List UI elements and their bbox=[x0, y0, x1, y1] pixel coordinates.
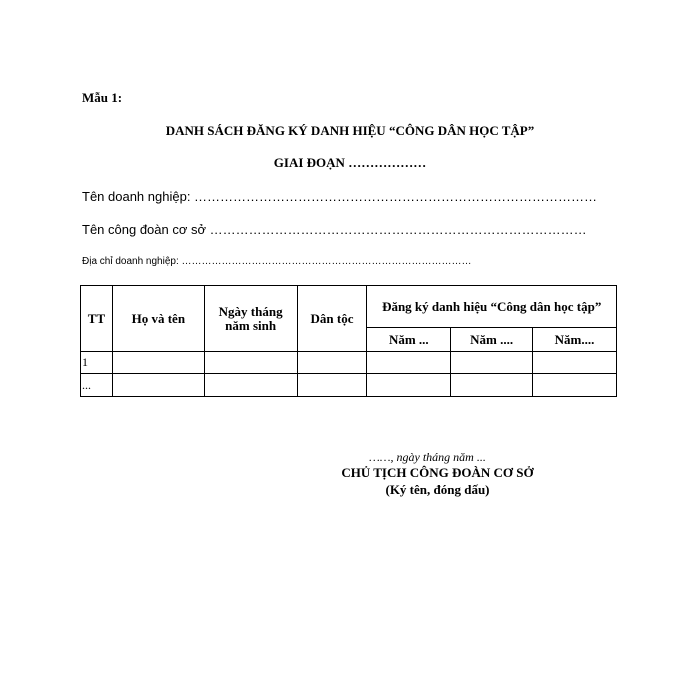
row-year-1 bbox=[367, 352, 451, 374]
row-tt: 1 bbox=[81, 352, 113, 374]
row-name bbox=[112, 374, 204, 397]
row-year-3 bbox=[533, 374, 617, 397]
company-address-field: Địa chỉ doanh nghiệp: …………………………………………………………………………… bbox=[82, 256, 472, 267]
row-tt: ... bbox=[81, 374, 113, 397]
form-label: Mẫu 1: bbox=[82, 90, 123, 105]
header-name: Họ và tên bbox=[112, 286, 204, 352]
table-row bbox=[81, 352, 617, 374]
row-name bbox=[112, 352, 204, 374]
row-dob bbox=[204, 352, 297, 374]
union-name-field: Tên công đoàn cơ sở …………………………………………………………………………… bbox=[82, 222, 587, 237]
header-tt: TT bbox=[81, 286, 113, 352]
registration-table bbox=[80, 285, 617, 397]
table-header-row bbox=[81, 286, 617, 328]
table-row bbox=[81, 374, 617, 397]
document-period: GIAI ĐOẠN ……………… bbox=[273, 155, 427, 170]
row-dob bbox=[204, 374, 297, 397]
header-year-1: Năm ... bbox=[367, 328, 451, 352]
row-year-3 bbox=[533, 352, 617, 374]
header-year-3: Năm.... bbox=[533, 328, 617, 352]
header-year-2: Năm .... bbox=[451, 328, 533, 352]
company-name-field: Tên doanh nghiệp: ………………………………………………………………………………… bbox=[82, 189, 598, 204]
row-year-1 bbox=[367, 374, 451, 397]
header-dob: Ngày tháng năm sinh bbox=[204, 286, 297, 352]
signature-date-line: ……, ngày tháng năm ... bbox=[369, 450, 486, 464]
signature-note: (Ký tên, đóng dấu) bbox=[385, 482, 490, 497]
row-ethnicity bbox=[297, 374, 367, 397]
row-year-2 bbox=[451, 352, 533, 374]
signature-title: CHỦ TỊCH CÔNG ĐOÀN CƠ SỞ bbox=[341, 465, 534, 480]
header-registration: Đăng ký danh hiệu “Công dân học tập” bbox=[367, 286, 617, 328]
row-ethnicity bbox=[297, 352, 367, 374]
row-year-2 bbox=[451, 374, 533, 397]
document-title: DANH SÁCH ĐĂNG KÝ DANH HIỆU “CÔNG DÂN HỌC TẬP” bbox=[165, 123, 535, 138]
header-ethnicity: Dân tộc bbox=[297, 286, 367, 352]
